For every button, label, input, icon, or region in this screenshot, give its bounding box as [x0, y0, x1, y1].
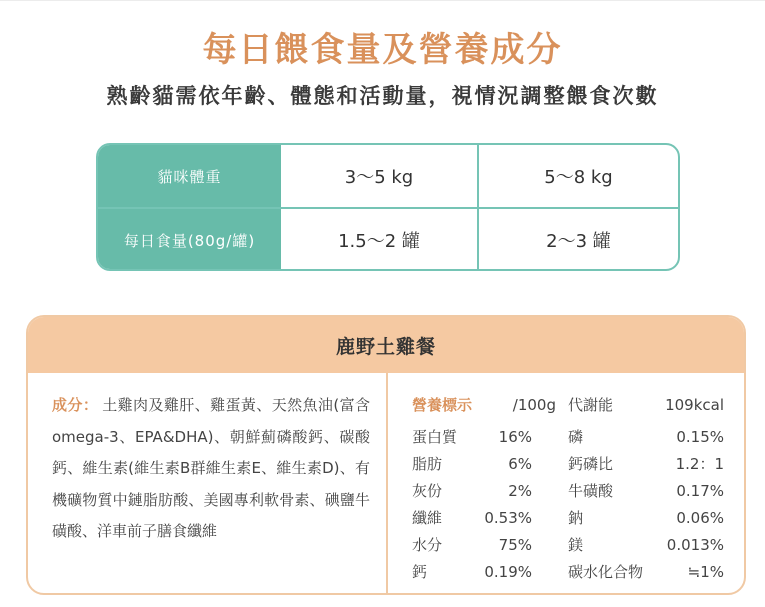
nutrition-right-column: [568, 392, 724, 586]
nutrition-label: 營養標示: [412, 396, 473, 414]
nutrient-value: 75%: [498, 536, 532, 554]
nutrition-left-column: [412, 392, 556, 586]
amount-cell: 2～3 罐: [546, 231, 611, 252]
nutrient-name: 代謝能: [568, 396, 614, 414]
nutrient-value: 6%: [508, 455, 532, 473]
nutrient-name: 鈣磷比: [568, 455, 614, 473]
top-divider: [0, 0, 765, 1]
nutrient-name: 牛磺酸: [568, 482, 614, 500]
weight-cell: 3～5 kg: [281, 145, 479, 207]
nutrition-unit: /100g: [512, 396, 556, 414]
feeding-table: [96, 143, 680, 271]
nutrient-value: 0.06%: [676, 509, 724, 527]
product-name: 鹿野土雞餐: [28, 317, 744, 373]
nutrient-value: 16%: [498, 428, 532, 446]
weight-header: 貓咪體重: [98, 145, 281, 207]
nutrient-name: 鈣: [412, 563, 428, 581]
card-divider: [386, 373, 388, 595]
nutrient-name: 蛋白質: [412, 428, 458, 446]
nutrient-value: 0.15%: [676, 428, 724, 446]
nutrition-row: [568, 559, 724, 586]
nutrient-value: 0.17%: [676, 482, 724, 500]
nutrition-row: [412, 424, 532, 451]
nutrition-row: [568, 478, 724, 505]
nutrition-row: [568, 451, 724, 478]
nutrition-row: [568, 392, 724, 424]
nutrition-card: [26, 315, 746, 595]
page-title: 每日餵食量及營養成分: [202, 30, 563, 70]
nutrition-row: [568, 532, 724, 559]
nutrition-row: [412, 478, 532, 505]
nutrient-name: 纖維: [412, 509, 443, 527]
nutrient-value: 0.53%: [484, 509, 532, 527]
nutrient-name: 脂肪: [412, 455, 443, 473]
nutrient-value: 2%: [508, 482, 532, 500]
ingredients-label: 成分：: [52, 396, 99, 414]
amount-header: 每日食量(80g/罐): [98, 209, 281, 271]
nutrient-name: 水分: [412, 536, 443, 554]
nutrient-value: ≒1%: [687, 563, 724, 581]
feeding-row-weight: [98, 145, 678, 209]
nutrition-row: [412, 559, 532, 586]
feeding-row-amount: [98, 209, 678, 271]
nutrition-row: [412, 451, 532, 478]
nutrient-name: 碳水化合物: [568, 563, 644, 581]
weight-cell: 5～8 kg: [544, 167, 613, 188]
nutrient-value: 0.19%: [484, 563, 532, 581]
nutrition-row: [412, 532, 532, 559]
nutrition-row: [568, 505, 724, 532]
page-subtitle: 熟齡貓需依年齡、體態和活動量，視情況調整餵食次數: [106, 84, 659, 108]
nutrient-name: 鎂: [568, 536, 584, 554]
nutrient-name: 鈉: [568, 509, 584, 527]
nutrition-header: [412, 392, 556, 424]
nutrient-value: 109kcal: [665, 396, 724, 414]
ingredients-list: 土雞肉及雞肝、雞蛋黃、天然魚油(富含omega-3、EPA&DHA)、朝鮮薊磷酸鈣、碳酸鈣、維生素(維生素B群維生素E、維生素D)、有機礦物質中鏈脂肪酸、美國專利軟骨素、碘鹽牛磺酸、洋車前子膳食纖維: [52, 396, 370, 540]
nutrient-value: 0.013%: [666, 536, 724, 554]
nutrient-name: 灰份: [412, 482, 443, 500]
ingredients-text: [52, 390, 370, 548]
amount-cell: 1.5～2 罐: [281, 209, 479, 271]
nutrition-row: [412, 505, 532, 532]
nutrient-name: 磷: [568, 428, 584, 446]
nutrition-row: [568, 424, 724, 451]
nutrient-value: 1.2：1: [675, 455, 724, 473]
